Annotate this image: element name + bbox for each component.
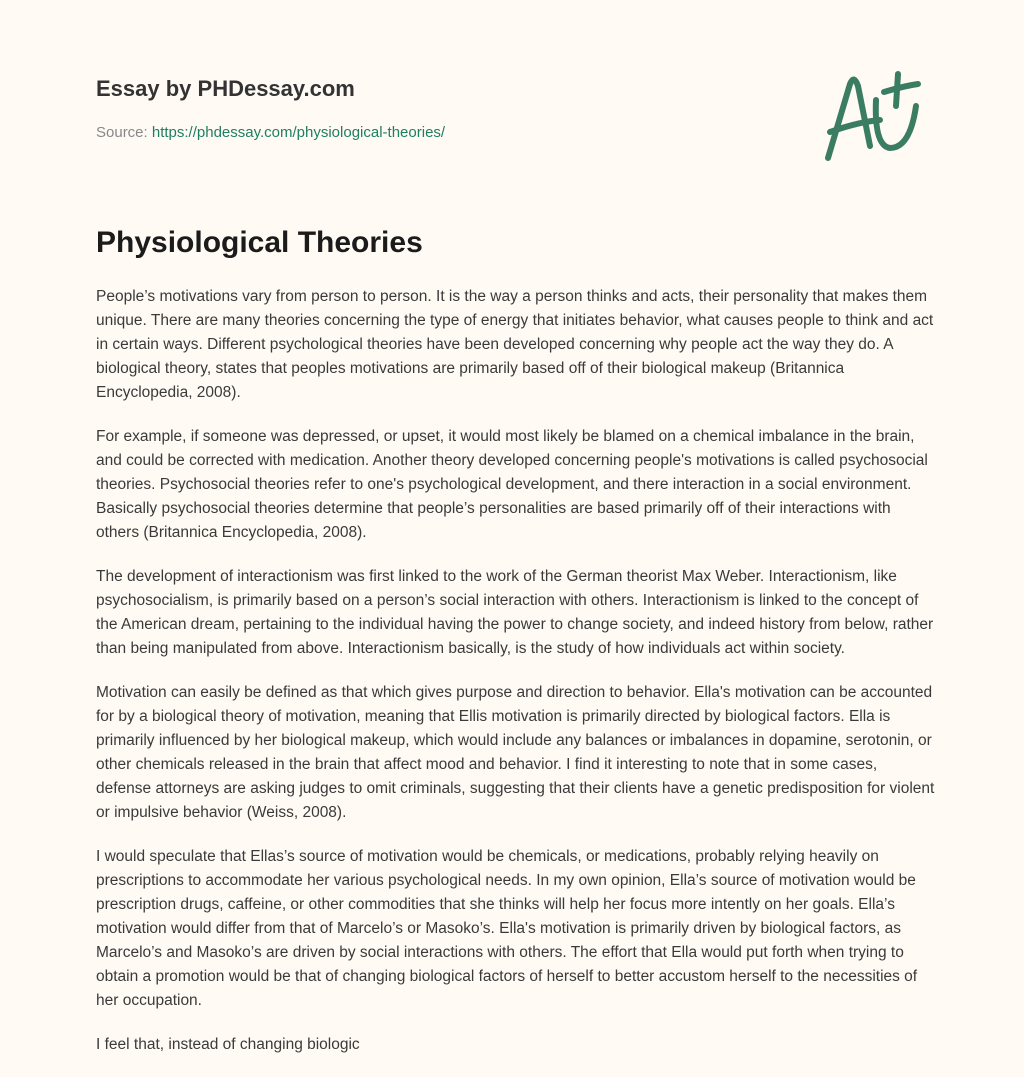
source-line <box>96 124 445 141</box>
paragraph-truncated: I feel that, instead of changing biologic <box>96 1036 360 1053</box>
essay-title: Physiological Theories <box>96 226 423 259</box>
paragraph: The development of interactionism was first linked to the work of the German theorist Max Weber. Interactionism, like psychosocialism, is primarily based on a person’s social interaction with others. Interactionism is linked to the concept of the American dream, pertaining to the individual having the power to change society, and indeed history from below, rather than being manipulated from above. Interactionism basically, is the study of how individuals act within society. <box>96 568 934 657</box>
paragraph: Motivation can easily be defined as that which gives purpose and direction to behavior. Ella's motivation can be accounted for by a biological theory of motivation, meaning that Ellis motivation is primarily directed by biological factors. Ella is primarily influenced by her biological makeup, which would include any balances or imbalances in dopamine, serotonin, or other chemicals released in the brain that affect mood and behavior. I find it interesting to note that in some cases, defense attorneys are asking judges to omit criminals, suggesting that their clients have a genetic predisposition for violent or impulsive behavior (Weiss, 2008). <box>96 684 935 821</box>
paragraph: I would speculate that Ellas’s source of motivation would be chemicals, or medications, probably relying heavily on prescriptions to accommodate her various psychological needs. In my own opinion, Ella’s source of motivation would be prescription drugs, caffeine, or other commodities that she thinks will help her focus more intently on her goals. Ella’s motivation would differ from that of Marcelo’s or Masoko’s. Ella's motivation is primarily driven by biological factors, as Marcelo’s and Masoko’s are driven by social interactions with others. The effort that Ella would put forth when trying to obtain a promotion would be that of changing biological factors of herself to better accustom herself to the necessities of her occupation. <box>96 848 918 1009</box>
a-plus-logo-icon <box>818 66 928 166</box>
source-link[interactable]: https://phdessay.com/physiological-theories/ <box>151 124 446 141</box>
site-brand: Essay by PHDessay.com <box>96 76 355 101</box>
paragraph: For example, if someone was depressed, or upset, it would most likely be blamed on a chemical imbalance in the brain, and could be corrected with medication. Another theory developed concerning people's motivations is called psychosocial theories. Psychosocial theories refer to one's psychological development, and there interaction in a social environment. Basically psychosocial theories determine that people’s personalities are based primarily off of their interactions with others (Britannica Encyclopedia, 2008). <box>96 428 928 541</box>
essay-body <box>96 285 936 1077</box>
paragraph: People’s motivations vary from person to person. It is the way a person thinks and acts, their personality that makes them unique. There are many theories concerning the type of energy that initiates behavior, what causes people to think and act in certain ways. Different psychological theories have been developed concerning why people act the way they do. A biological theory, states that peoples motivations are primarily based off of their biological makeup (Britannica Encyclopedia, 2008). <box>96 288 934 401</box>
source-label: Source: <box>96 124 152 141</box>
